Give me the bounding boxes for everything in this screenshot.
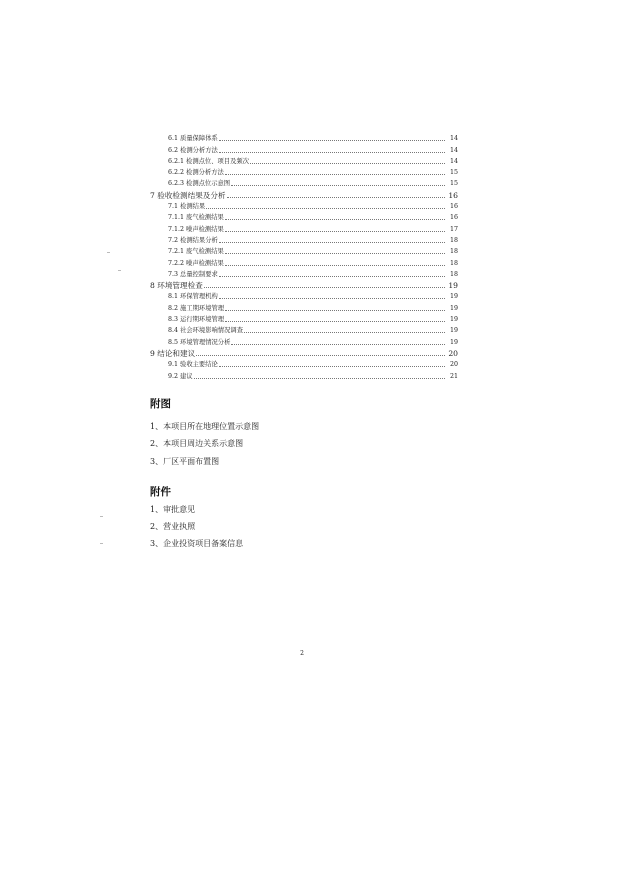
toc-leader xyxy=(204,287,445,288)
toc-title: 8.3 运行期环境管理 xyxy=(168,316,225,324)
toc-row[interactable] xyxy=(148,347,458,358)
toc-row[interactable] xyxy=(148,177,458,188)
toc-title: 6.1 质量保障体系 xyxy=(168,135,218,143)
toc-leader xyxy=(219,242,445,243)
toc-row[interactable] xyxy=(148,234,458,245)
toc-leader xyxy=(244,332,445,333)
toc-title: 8 环境管理检查 xyxy=(150,281,203,291)
toc-leader xyxy=(225,321,445,322)
toc-title: 8.4 社会环境影响情况调查 xyxy=(168,327,243,335)
toc-page: 18 xyxy=(449,270,458,278)
toc-leader xyxy=(225,253,445,254)
toc-leader xyxy=(250,163,445,164)
toc-row[interactable] xyxy=(148,256,458,267)
toc-leader xyxy=(219,152,445,153)
toc-row[interactable] xyxy=(148,211,458,222)
toc-row[interactable] xyxy=(148,222,458,233)
toc-page: 16 xyxy=(448,190,458,200)
toc-row[interactable] xyxy=(148,313,458,324)
page-number: 2 xyxy=(300,650,304,657)
toc-title: 7.2.2 噪声检测结果 xyxy=(168,259,224,267)
toc-row[interactable] xyxy=(148,268,458,279)
toc-title: 7 验收检测结果及分析 xyxy=(150,190,226,200)
toc-title: 9 结论和建议 xyxy=(150,348,196,358)
toc-title: 7.1.2 噪声检测结果 xyxy=(168,225,224,233)
scan-speck xyxy=(107,252,110,253)
figure-item: 1、本项目所在地理位置示意图 xyxy=(150,422,260,431)
toc-leader xyxy=(194,378,445,379)
toc-page: 17 xyxy=(449,225,458,233)
toc-page: 19 xyxy=(449,316,458,324)
toc-title: 7.1 检测结果 xyxy=(168,203,206,211)
toc-page: 20 xyxy=(449,361,458,369)
toc-page: 18 xyxy=(449,236,458,244)
toc-row[interactable] xyxy=(148,358,458,369)
toc-title: 7.3 总量控制要求 xyxy=(168,270,218,278)
toc-row[interactable] xyxy=(148,335,458,346)
toc-title: 6.2.2 检测分析方法 xyxy=(168,169,224,177)
toc-title: 9.2 建议 xyxy=(168,372,193,380)
toc-leader xyxy=(196,355,445,356)
toc-leader xyxy=(219,366,445,367)
toc-leader xyxy=(231,185,445,186)
figures-heading: 附图 xyxy=(150,398,171,410)
toc-row[interactable] xyxy=(148,166,458,177)
toc-row[interactable] xyxy=(148,155,458,166)
table-of-contents xyxy=(148,132,458,381)
figure-item: 2、本项目周边关系示意图 xyxy=(150,439,244,448)
toc-page: 19 xyxy=(449,338,458,346)
toc-page: 20 xyxy=(448,348,458,358)
toc-row[interactable] xyxy=(148,188,458,199)
toc-title: 9.1 验收主要结论 xyxy=(168,361,218,369)
toc-row[interactable] xyxy=(148,324,458,335)
toc-page: 19 xyxy=(449,327,458,335)
toc-leader xyxy=(227,197,445,198)
toc-leader xyxy=(219,276,445,277)
toc-leader xyxy=(225,310,445,311)
toc-row[interactable] xyxy=(148,290,458,301)
scan-speck xyxy=(100,516,103,517)
toc-leader xyxy=(219,140,445,141)
toc-leader xyxy=(219,298,445,299)
toc-title: 7.1.1 废气检测结果 xyxy=(168,214,224,222)
toc-title: 8.1 环保管理机构 xyxy=(168,293,218,301)
toc-row[interactable] xyxy=(148,301,458,312)
toc-title: 7.2 检测结果分析 xyxy=(168,236,218,244)
toc-row[interactable] xyxy=(148,369,458,380)
toc-page: 14 xyxy=(449,146,458,154)
toc-page: 14 xyxy=(449,157,458,165)
toc-page: 19 xyxy=(449,293,458,301)
toc-leader xyxy=(206,208,445,209)
toc-row[interactable] xyxy=(148,245,458,256)
attachment-item: 2、营业执照 xyxy=(150,522,196,531)
attachment-item: 1、审批意见 xyxy=(150,505,196,514)
toc-leader xyxy=(225,265,445,266)
toc-leader xyxy=(225,174,445,175)
toc-page: 16 xyxy=(449,203,458,211)
toc-row[interactable] xyxy=(148,132,458,143)
toc-page: 15 xyxy=(449,180,458,188)
toc-leader xyxy=(225,231,445,232)
scan-speck xyxy=(118,270,121,271)
toc-title: 6.2.1 检测点位、项目及频次 xyxy=(168,157,249,165)
toc-title: 6.2.3 检测点位示意图 xyxy=(168,180,231,188)
toc-row[interactable] xyxy=(148,200,458,211)
toc-leader xyxy=(231,344,445,345)
toc-title: 6.2 检测分析方法 xyxy=(168,146,218,154)
toc-leader xyxy=(225,219,445,220)
toc-page: 16 xyxy=(449,214,458,222)
figure-item: 3、厂区平面布置图 xyxy=(150,457,220,466)
toc-page: 15 xyxy=(449,169,458,177)
toc-page: 21 xyxy=(449,372,458,380)
toc-page: 14 xyxy=(449,135,458,143)
toc-page: 19 xyxy=(449,304,458,312)
toc-row[interactable] xyxy=(148,279,458,290)
toc-title: 7.2.1 废气检测结果 xyxy=(168,248,224,256)
toc-title: 8.5 环境管理情况分析 xyxy=(168,338,231,346)
toc-page: 18 xyxy=(449,248,458,256)
toc-page: 19 xyxy=(448,281,458,291)
attachment-item: 3、企业投资项目备案信息 xyxy=(150,539,244,548)
scan-speck xyxy=(100,543,103,544)
toc-title: 8.2 施工期环境管理 xyxy=(168,304,225,312)
attachments-heading: 附件 xyxy=(150,486,171,498)
toc-row[interactable] xyxy=(148,143,458,154)
toc-page: 18 xyxy=(449,259,458,267)
